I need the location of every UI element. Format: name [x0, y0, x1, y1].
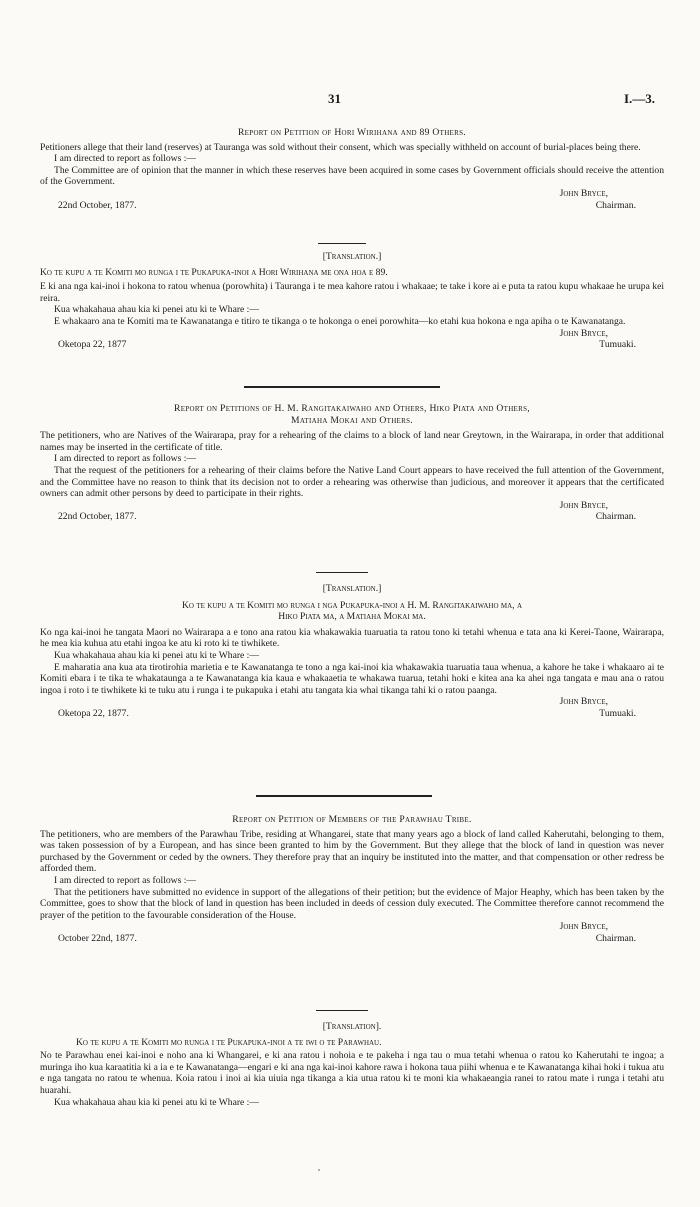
signatory-name: John Bryce, — [559, 187, 608, 199]
paragraph: That the request of the petitioners for a rehearing of their claims before the Native Land Court appears to have received the full attention of the Government, and the Committee have no reason to think that its decision not to order a rehearing was otherwise than judicious, and moreover it appears that the certificated owners can admit other persons by deed to participate in their rights. — [40, 464, 664, 500]
date: Oketopa 22, 1877. — [58, 707, 129, 719]
signatory-name: John Bryce, — [559, 327, 608, 339]
page-header — [0, 93, 700, 109]
signatory-name: John Bryce, — [559, 499, 608, 511]
section-title: Ko te kupu a te Komiti mo runga i te Pukapuka-inoi a Hori Wirihana me ona hoa e 89. — [40, 266, 388, 278]
page-number: 31 — [328, 91, 341, 106]
section-title-line: Ko te kupu a te Komiti mo runga i nga Pukapuka-inoi a H. M. Rangitakaiwaho ma, a — [181, 599, 523, 611]
signatory-name: John Bryce, — [559, 921, 608, 933]
paragraph: Petitioners allege that their land (reserves) at Tauranga was sold without their consent, which was specially withheld on account of burial-places being there. — [40, 141, 641, 153]
paragraph: The petitioners, who are Natives of the Wairarapa, pray for a rehearing of the claims to a block of land near Greytown, in the Wairarapa, in order that additional names may be inserted in the certificate of title. — [40, 430, 664, 453]
paragraph: I am directed to report as follows :— — [54, 874, 196, 886]
paragraph: Kua whakahaua ahau kia ki penei atu ki te Whare :— — [54, 649, 259, 661]
section-divider — [244, 386, 440, 388]
date: Oketopa 22, 1877 — [58, 339, 127, 351]
date: 22nd October, 1877. — [58, 511, 137, 523]
translation-label: [Translation.] — [322, 583, 382, 594]
section-title-line: Matiaha Mokai and Others. — [291, 414, 413, 426]
divider — [316, 572, 368, 573]
divider — [318, 243, 366, 244]
section-title: Report on Petition of Members of the Parawhau Tribe. — [232, 814, 472, 825]
paragraph: I am directed to report as follows :— — [54, 153, 196, 165]
paragraph: Ko nga kai-inoi he tangata Maori no Wairarapa a e tono ana ratou kia whakawakia tuaruatia ta ratou tono ki tetahi whenua e tata ana ki Kerei-Taone, Wairarapa, he mea kia kuhua atu etahi ingoa ke atu ki roto ki te tiwhikete. — [40, 626, 664, 650]
translation-parawhau-tribe — [40, 1021, 664, 1108]
paragraph: That the petitioners have submitted no evidence in support of the allegations of their petition; but the evidence of Major Heaphy, which has been taken by the Committee, goes to show that the block of land in question has been included in deeds of cession duly executed. The Committee therefore cannot recommend the prayer of the petition to the favourable consideration of the House. — [40, 886, 664, 921]
date: October 22nd, 1877. — [58, 932, 137, 944]
signatory-name: John Bryce, — [559, 696, 608, 708]
signatory-role: Chairman. — [595, 932, 636, 944]
print-mark — [318, 1169, 320, 1171]
report-rangitakaiwaho — [40, 403, 664, 523]
section-divider — [256, 795, 432, 797]
report-parawhau-tribe — [40, 814, 664, 945]
paragraph: E ki ana nga kai-inoi i hokona to ratou whenua (porowhita) i Tauranga i te mea kahore ratou i whakaae; te take i kore ai e puta ta ratou kupu whakaae he urupa kei reira. — [40, 281, 664, 304]
paragraph: The petitioners, who are members of the Parawhau Tribe, residing at Whangarei, state that many years ago a block of land called Kaherutahi, belonging to them, was taken possession of by a European, and has since been granted to him by the Government. But they allege that the block of land in question was never purchased by the Government or ceded by the owners. They therefore pray that an inquiry be instituted into the matter, and that compensation or other redress be afforded them. — [40, 828, 664, 875]
section-title-line: Report on Petitions of H. M. Rangitakaiwaho and Others, Hiko Piata and Others, — [174, 403, 530, 414]
paragraph: Kua whakahaua ahau kia ki penei atu ki te Whare :— — [54, 1096, 259, 1108]
paragraph: I am directed to report as follows :— — [54, 453, 196, 465]
translation-label: [Translation]. — [322, 1021, 382, 1032]
divider — [316, 1010, 368, 1011]
paragraph: E whakaaro ana te Komiti ma te Kawanatanga e titiro te tikanga o te hokonga o enei porowhita—ko etahi kua hokona e nga apiha o te Kawanatanga. — [54, 315, 626, 327]
translation-rangitakaiwaho — [40, 583, 664, 720]
section-title: Ko te kupu a te Komiti mo runga i te Pukapuka-inoi a te iwi o te Parawhau. — [76, 1036, 382, 1048]
translation-label: [Translation.] — [322, 251, 382, 262]
signatory-role: Tumuaki. — [599, 339, 636, 351]
signatory-role: Chairman. — [595, 199, 636, 211]
paper-reference: I.—3. — [624, 91, 656, 106]
signatory-role: Chairman. — [595, 511, 636, 523]
translation-hori-wirihana — [40, 251, 664, 351]
paragraph: No te Parawhau enei kai-inoi e noho ana ki Whangarei, e ki ana ratou i nohoia e te pakeha i nga tau o mua tetahi whenua o ratou ko Kaherutahi te ingoa; a muringa iho kua karaatitia ki a ia e te Kawanatanga—engari e ki ana nga kai-inoi kahore rawa i hokona taua piihi whenua e te Kawanatanga kihai hoki i tukua atu e nga tangata no ratou te whenua. Koia ratou i inoi ai kia uiuia nga tikanga a kia utua ratou ki te moni kia whakaeangia ranei to ratou mate i runga i tetahi atu huarahi. — [40, 1050, 664, 1096]
section-title-line: Hiko Piata ma, a Matiaha Mokai ma. — [278, 611, 426, 623]
report-hori-wirihana — [40, 127, 664, 211]
paragraph: E maharatia ana kua ata tirotirohia marietia e te Kawanatanga te tono a nga kai-inoi kia whakawakia tuaruatia taua whenua, a kahore he take i whakaaro ai te Komiti ebara i te tika te whakataunga a te Kawanatanga kia kaua e whakaaetia te whakawa tuarua, tetahi hoki e kitea ana ka ahei nga tangata e mau ana o ratou ingoa i roto i te tiwhikete ki te tuku atu i runga i te pukapuka i etahi atu tangata kia whai tikanga tahi ki o ratou paanga. — [40, 661, 664, 696]
paragraph: Kua whakahaua ahau kia ki penei atu ki te Whare :— — [54, 304, 259, 316]
paragraph: The Committee are of opinion that the manner in which these reserves have been acquired in some cases by Government officials should receive the attention of the Government. — [40, 164, 664, 188]
date: 22nd October, 1877. — [58, 199, 137, 211]
section-title: Report on Petition of Hori Wirihana and 89 Others. — [237, 127, 466, 138]
signatory-role: Tumuaki. — [599, 707, 636, 719]
